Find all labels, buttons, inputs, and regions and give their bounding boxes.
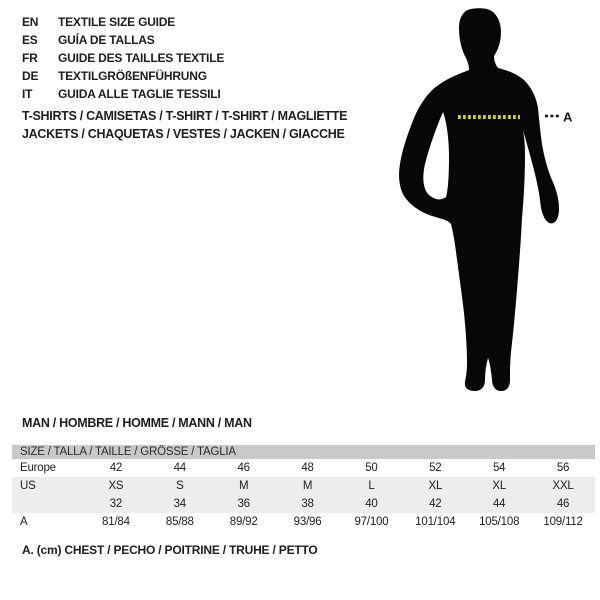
size-cell: 48 [301,462,314,474]
row-label [12,495,84,513]
size-cell: 56 [556,462,570,474]
size-cell: 38 [276,495,340,513]
size-cell: 93/96 [293,516,322,528]
size-cell: 52 [429,462,442,474]
language-label: GUÍA DE TALLAS [58,33,155,47]
chest-marker-label: A [563,109,573,125]
language-code: EN [22,15,39,29]
language-code: ES [22,33,38,47]
size-cell: 46 [531,495,595,513]
language-code: IT [22,87,33,101]
language-row [22,13,224,31]
language-row [22,85,224,103]
size-cell: 40 [340,495,404,513]
language-label: GUIDA ALLE TAGLIE TESSILI [58,87,221,101]
measurement-footnote: A. (cm) CHEST / PECHO / POITRINE / TRUHE / PETTO [22,543,318,557]
language-row [22,67,224,85]
man-silhouette-svg [395,5,575,395]
size-table-header: SIZE / TALLA / TAILLE / GRÖSSE / TAGLIA [12,445,595,459]
category-tshirts: T-SHIRTS / CAMISETAS / T-SHIRT / T-SHIRT / MAGLIETTE [22,109,348,123]
size-cell: XL [467,477,531,495]
size-cell: 46 [237,462,250,474]
size-cell: S [148,477,212,495]
table-row-us [12,477,595,495]
size-cell: 32 [84,495,148,513]
size-cell: 42 [403,495,467,513]
size-cell: XL [403,477,467,495]
table-row-europe [12,459,595,477]
size-cell: L [340,477,404,495]
table-row-uk-numeric [12,495,595,513]
size-cell: 54 [492,462,506,474]
language-row [22,49,224,67]
man-silhouette-figure [395,5,575,395]
size-cell: 85/88 [165,516,194,528]
language-code: DE [22,69,39,83]
size-cell: 42 [109,462,123,474]
size-table-header-row [12,445,595,459]
row-label: A [20,516,28,528]
language-row [22,31,224,49]
size-cell: XXL [531,477,595,495]
section-heading-man: MAN / HOMBRE / HOMME / MANN / MAN [22,416,252,430]
size-table [12,445,595,531]
language-label: GUIDE DES TAILLES TEXTILE [58,51,225,65]
language-code: FR [22,51,38,65]
size-cell: M [276,477,340,495]
size-cell: XS [84,477,148,495]
size-cell: 105/108 [479,516,520,528]
size-cell: M [212,477,276,495]
size-cell: 34 [148,495,212,513]
size-cell: 97/100 [354,516,389,528]
size-cell: 44 [173,462,187,474]
row-label: Europe [20,462,56,474]
table-row-chest-a [12,513,595,531]
category-block [22,107,347,143]
category-jackets: JACKETS / CHAQUETAS / VESTES / JACKEN / GIACCHE [22,127,345,141]
language-label: TEXTILE SIZE GUIDE [58,15,176,29]
size-cell: 36 [212,495,276,513]
language-label: TEXTILGRÖßENFÜHRUNG [58,69,207,83]
size-cell: 109/112 [543,516,583,528]
row-label: US [12,477,84,495]
size-cell: 81/84 [102,516,130,528]
size-cell: 44 [467,495,531,513]
size-cell: 101/104 [415,516,456,528]
size-cell: 50 [365,462,378,474]
language-title-block [22,13,224,103]
man-silhouette [399,8,559,391]
size-cell: 89/92 [229,516,258,528]
